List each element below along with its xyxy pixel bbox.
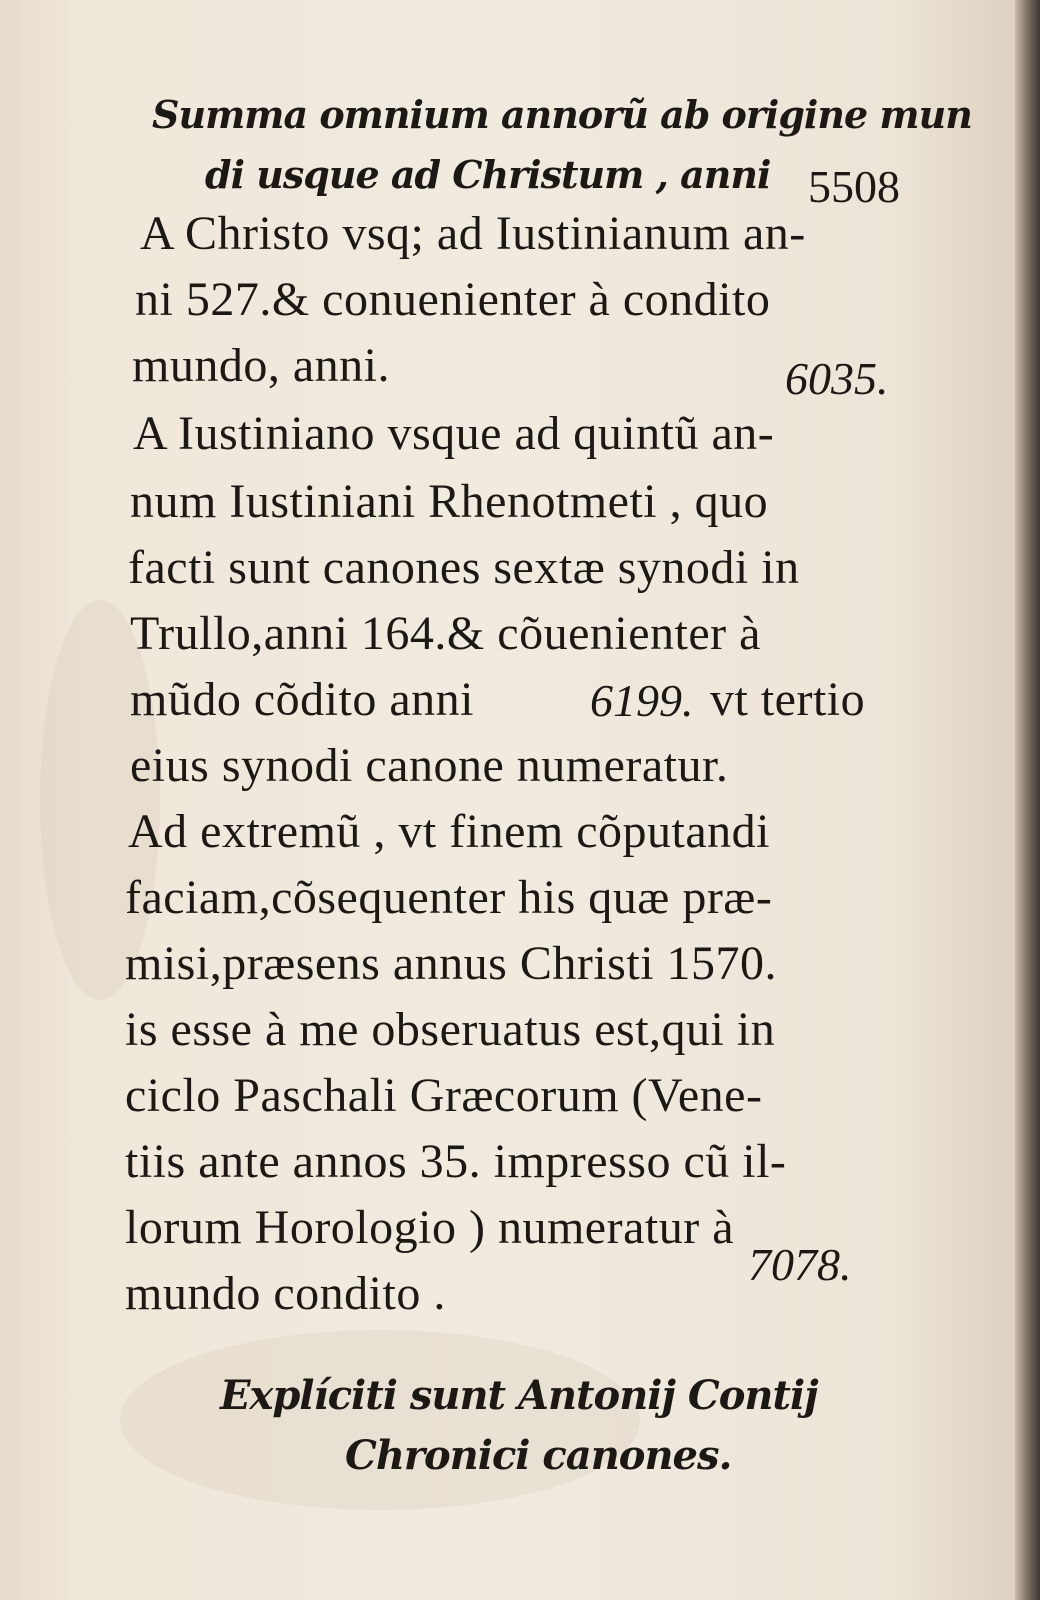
text-line: vt tertio: [710, 673, 866, 726]
text-line: A Christo vsq; ad Iustinianum an-: [140, 207, 806, 260]
heading-line-1: Summa omnium annorũ ab origine mun: [152, 92, 972, 137]
text-line: num Iustiniani Rhenotmeti , quo: [130, 475, 769, 528]
text-line: is esse à me obseruatus est,qui in: [125, 1003, 776, 1056]
heading-line-2: di usque ad Christum , anni: [205, 152, 771, 197]
text-line: tiis ante annos 35. impresso cũ il-: [125, 1135, 787, 1188]
text-line: eius synodi canone numeratur.: [130, 739, 729, 792]
year-number: 6035.: [785, 353, 889, 404]
text-line: Trullo,anni 164.& cõuenienter à: [130, 607, 761, 660]
text-line: lorum Horologio ) numeratur à: [125, 1201, 735, 1254]
text-line: faciam,cõsequenter his quæ præ-: [125, 871, 773, 924]
explicit-line-1: Explíciti sunt Antonij Contij: [220, 1372, 818, 1419]
book-edge: [1015, 0, 1040, 1600]
year-number: 7078.: [748, 1239, 852, 1290]
text-line: facti sunt canones sextæ synodi in: [128, 541, 800, 594]
text-line: ciclo Paschali Græcorum (Vene-: [125, 1069, 763, 1122]
text-line: Ad extremũ , vt finem cõputandi: [128, 805, 771, 858]
text-line: A Iustiniano vsque ad quintũ an-: [133, 407, 775, 460]
paper-stain: [120, 1330, 640, 1510]
text-line: misi,præsens annus Christi 1570.: [125, 937, 778, 990]
heading-number: 5508: [808, 161, 900, 212]
text-line: mũdo cõdito anni: [130, 673, 474, 726]
text-line: ni 527.& conuenienter à condito: [135, 273, 771, 326]
text-line: mundo condito .: [125, 1267, 446, 1320]
text-line: mundo, anni.: [132, 339, 390, 392]
year-number: 6199.: [590, 675, 694, 726]
explicit-line-2: Chronici canones.: [345, 1432, 732, 1479]
